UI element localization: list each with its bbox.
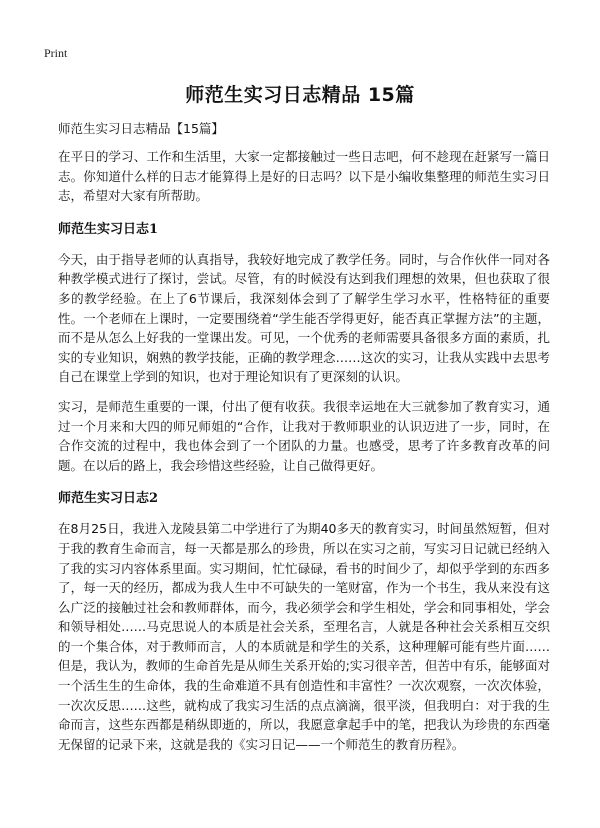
section-heading-1: 师范生实习日志1 (58, 221, 159, 237)
intro-paragraph: 在平日的学习、工作和生活里，大家一定都接触过一些日志吧，何不趁现在赶紧写一篇日志。你知道什么样的日志才能算得上是好的日志吗？以下是小编收集整理的师范生实习日志，希望对大家有所帮助。 (58, 149, 550, 204)
page-title: 师范生实习日志精品 15篇 (185, 84, 415, 106)
print-link[interactable]: Print (44, 46, 68, 60)
article-subtitle: 师范生实习日志精品【15篇】 (58, 121, 224, 136)
section-heading-2: 师范生实习日志2 (58, 491, 159, 507)
section-1-paragraph-1: 今天，由于指导老师的认真指导，我较好地完成了教学任务。同时，与合作伙伴一同对各种教学模式进行了探讨，尝试。尽管，有的时候没有达到我们理想的效果，但也获取了很多的教学经验。在上了6节课后，我深刻体会到了了解学生学习水平，性格特征的重要性。一个老师在上课时，一定要围绕着“学生能否学得更好，能否真正掌握方法”的主题，而不是从怎么上好我的一堂课出发。可见，一个优秀的老师需要具备很多方面的素质，扎实的专业知识，娴熟的教学技能，正确的教学理念……这次的实习，让我从实践中去思考自己在课堂上学到的知识，也对于理论知识有了更深刻的认识。 (58, 251, 550, 385)
section-2-paragraph-1: 在8月25日，我进入龙陵县第二中学进行了为期40多天的教育实习，时间虽然短暂，但对于我的教育生命而言，每一天都是那么的珍贵，所以在实习之前，写实习日记就已经纳入了我的实习内容体系里面。实习期间，忙忙碌碌，看书的时间少了，却似乎学到的东西多了，每一天的经历，都成为我人生中不可缺失的一笔财富，作为一个书生，我从来没有这么广泛的接触过社会和教师群体，而今，我必须学会和学生相处，学会和同事相处，学会和领导相处……马克思说人的本质是社会关系，至理名言，人就是各种社会关系相互交织的一个集合体，对于教师而言，人的本质就是和学生的关系，这种理解可能有些片面……但是，我认为，教师的生命首先是从师生关系开始的;实习很辛苦，但苦中有乐，能够面对一个活生生的生命体，我的生命难道不具有创造性和丰富性？一次次观察，一次次体验，一次次反思……这些，就构成了我实习生活的点点滴滴，很平淡，但我明白：对于我的生命而言，这些东西都是稍纵即逝的，所以，我愿意拿起手中的笔，把我认为珍贵的东西毫无保留的记录下来，这就是我的《实习日记——一个师范生的教育历程》。 (58, 521, 550, 752)
section-1-paragraph-2: 实习，是师范生重要的一课，付出了便有收获。我很幸运地在大三就参加了教育实习，通过一个月来和大四的师兄师姐的“合作，让我对于教师职业的认识迈进了一步，同时，在合作交流的过程中，我也体会到了一个团队的力量。也感受，思考了许多教育改革的问题。在以后的路上，我会珍惜这些经验，让自己做得更好。 (58, 398, 550, 473)
article-body (58, 119, 550, 764)
